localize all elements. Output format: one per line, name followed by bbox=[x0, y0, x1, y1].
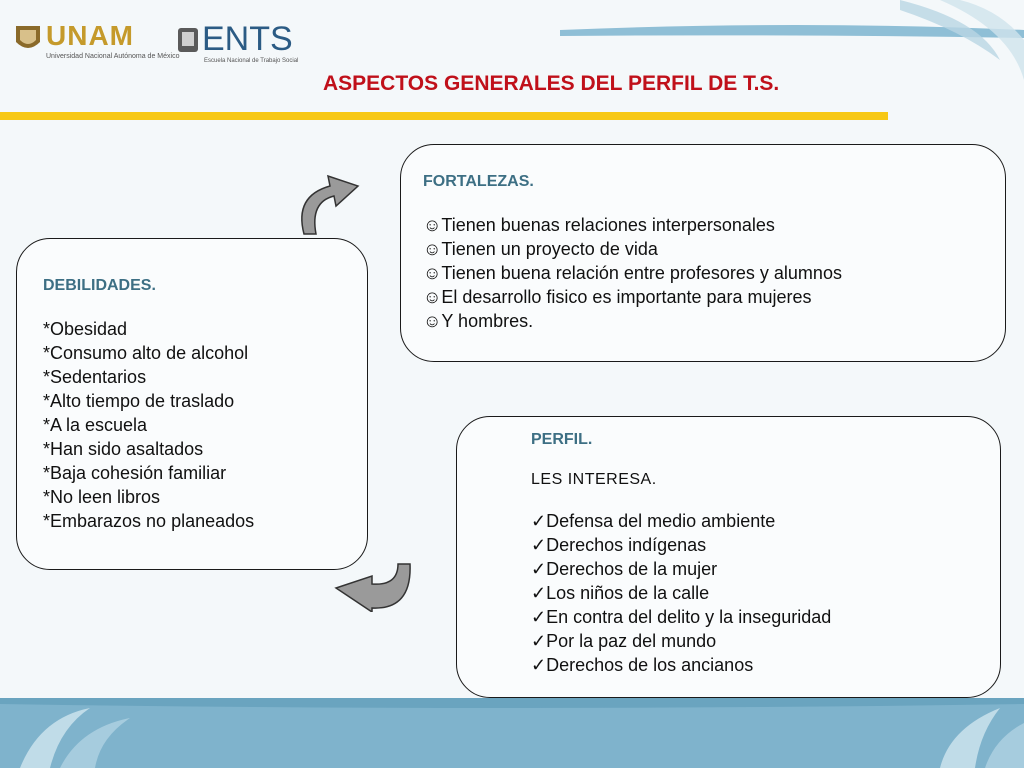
list-item: *No leen libros bbox=[43, 487, 161, 507]
unam-logo bbox=[14, 20, 180, 64]
ents-emblem-icon bbox=[176, 26, 200, 54]
fortalezas-heading: FORTALEZAS. bbox=[423, 173, 534, 190]
list-item: *A la escuela bbox=[43, 415, 148, 435]
curved-arrow-down-icon bbox=[332, 562, 416, 612]
page-title: ASPECTOS GENERALES DEL PERFIL DE T.S. bbox=[323, 72, 780, 95]
list-item: ✓Defensa del medio ambiente bbox=[531, 511, 776, 531]
bottom-decoration bbox=[0, 698, 1024, 768]
title-underline bbox=[0, 112, 888, 120]
fortalezas-box bbox=[400, 144, 1006, 362]
list-item: *Alto tiempo de traslado bbox=[43, 391, 235, 411]
unam-logo-subtitle: Universidad Nacional Autónoma de México bbox=[46, 53, 180, 60]
list-item: *Embarazos no planeados bbox=[43, 511, 255, 531]
unam-shield-icon bbox=[14, 24, 42, 54]
list-item: ☺Tienen buenas relaciones interpersonales bbox=[423, 215, 775, 235]
unam-logo-text: UNAM bbox=[46, 20, 134, 51]
list-item: ☺Y hombres. bbox=[423, 311, 534, 331]
list-item: ☺Tienen buena relación entre profesores y alumnos bbox=[423, 263, 842, 283]
perfil-box bbox=[456, 416, 1001, 698]
list-item: ✓Por la paz del mundo bbox=[531, 631, 717, 651]
debilidades-heading: DEBILIDADES. bbox=[43, 277, 156, 294]
list-item: ✓En contra del delito y la inseguridad bbox=[531, 607, 832, 627]
list-item: *Sedentarios bbox=[43, 367, 147, 387]
list-item: ☺El desarrollo fisico es importante para mujeres bbox=[423, 287, 812, 307]
list-item: ✓Los niños de la calle bbox=[531, 583, 710, 603]
list-item: ☺Tienen un proyecto de vida bbox=[423, 239, 658, 259]
perfil-subheading: LES INTERESA. bbox=[531, 471, 657, 488]
curved-arrow-up-icon bbox=[290, 166, 362, 238]
list-item: ✓Derechos indígenas bbox=[531, 535, 707, 555]
debilidades-box bbox=[16, 238, 368, 570]
ents-logo bbox=[176, 18, 299, 68]
list-item: ✓Derechos de la mujer bbox=[531, 559, 718, 579]
ents-logo-subtitle: Escuela Nacional de Trabajo Social bbox=[204, 58, 299, 64]
list-item: *Baja cohesión familiar bbox=[43, 463, 227, 483]
perfil-heading: PERFIL. bbox=[531, 431, 593, 448]
list-item: ✓Derechos de los ancianos bbox=[531, 655, 754, 675]
list-item: *Consumo alto de alcohol bbox=[43, 343, 249, 363]
list-item: *Obesidad bbox=[43, 319, 128, 339]
list-item: *Han sido asaltados bbox=[43, 439, 204, 459]
ents-logo-text: ENTS bbox=[202, 20, 293, 58]
